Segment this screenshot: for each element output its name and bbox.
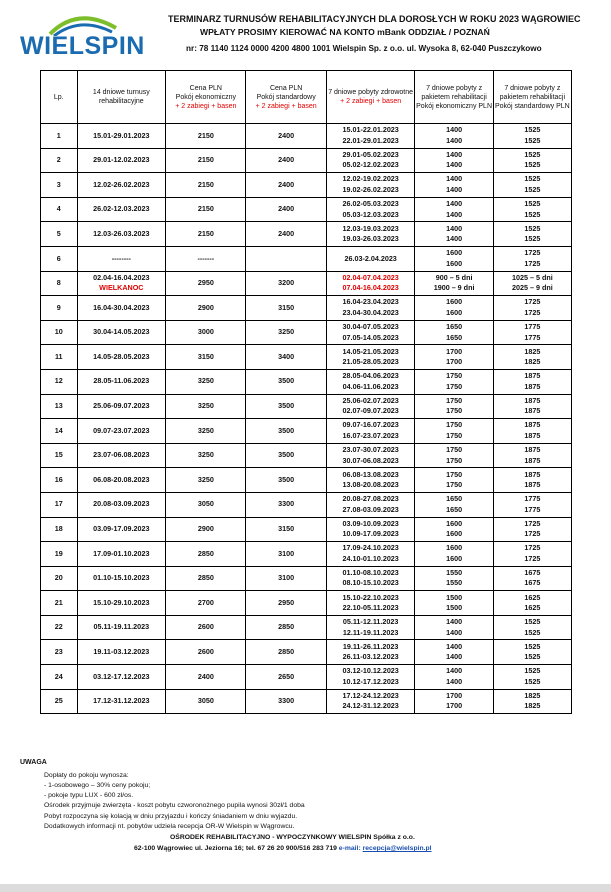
cell-pkg-std: 1525 1525 [493,197,571,222]
header-turnus: 14 dniowe turnusy rehabilitacyjne [77,71,166,124]
table-row [41,271,572,296]
cell-eco: 2150 [166,124,246,149]
cell-pkg-std: 1525 1525 [493,615,571,640]
cell-std: 3200 [246,271,326,296]
cell-pkg-std: 1025 – 5 dni 2025 – 9 dni [493,271,571,296]
cell-std: 2400 [246,173,326,198]
cell-turnus: 09.07-23.07.2023 [77,419,166,444]
cell-lp: 25 [41,689,78,714]
cell-lp: 22 [41,615,78,640]
cell-turnus: 01.10-15.10.2023 [77,566,166,591]
cell-eco: 3000 [166,320,246,345]
cell-std: 2650 [246,665,326,690]
header-short: 7 dniowe pobyty zdrowotne + 2 zabiegi + basen [326,71,415,124]
cell-std: 2400 [246,148,326,173]
cell-pkg-std: 1725 1725 [493,517,571,542]
cell-pkg-eco: 1750 1750 [415,394,493,419]
cell-std: 3500 [246,419,326,444]
cell-eco: 3250 [166,468,246,493]
cell-turnus: 23.07-06.08.2023 [77,443,166,468]
cell-lp: 19 [41,542,78,567]
cell-turnus: 06.08-20.08.2023 [77,468,166,493]
cell-lp: 18 [41,517,78,542]
table-row [41,419,572,444]
table-row [41,689,572,714]
cell-pkg-std: 1875 1875 [493,369,571,394]
email-link[interactable]: recepcja@wielspin.pl [362,845,432,852]
note-line: - 1-osobowego – 30% ceny pokoju; [44,782,151,789]
table-row [41,296,572,321]
cell-pkg-eco: 1600 1600 [415,246,493,271]
table-row [41,492,572,517]
table-row [41,468,572,493]
cell-lp: 3 [41,173,78,198]
cell-lp: 4 [41,197,78,222]
cell-pkg-std: 1725 1725 [493,542,571,567]
cell-pkg-std: 1825 1825 [493,345,571,370]
table-row [41,615,572,640]
notes-section [20,758,47,768]
cell-turnus: 30.04-14.05.2023 [77,320,166,345]
cell-std: 3400 [246,345,326,370]
cell-short: 03.09-10.09.2023 10.09-17.09.2023 [326,517,415,542]
table-row [41,591,572,616]
cell-lp: 23 [41,640,78,665]
cell-pkg-std: 1875 1875 [493,394,571,419]
cell-lp: 13 [41,394,78,419]
cell-short: 26.02-05.03.2023 05.03-12.03.2023 [326,197,415,222]
cell-pkg-eco: 1600 1600 [415,517,493,542]
cell-eco: 3250 [166,369,246,394]
cell-pkg-eco: 1400 1400 [415,124,493,149]
document-title: TERMINARZ TURNUSÓW REHABILITACYJNYCH DLA DOROSŁYCH W ROKU 2023 WĄGROWIEC [168,14,581,24]
cell-std: 3500 [246,443,326,468]
cell-eco: 2150 [166,197,246,222]
cell-eco: 3050 [166,492,246,517]
note-line: Pobyt rozpoczyna się kolacją w dniu przyjazdu i kończy śniadaniem w dniu wyjazdu. [44,813,298,820]
cell-eco: 2700 [166,591,246,616]
cell-turnus: 16.04-30.04.2023 [77,296,166,321]
cell-turnus: 02.04-16.04.2023 WIELKANOC [77,271,166,296]
header-eco: Cena PLN Pokój ekonomiczny + 2 zabiegi + basen [166,71,246,124]
cell-eco: 3250 [166,394,246,419]
cell-pkg-eco: 1400 1400 [415,197,493,222]
cell-short: 01.10-08.10.2023 08.10-15.10.2023 [326,566,415,591]
cell-turnus: 15.01-29.01.2023 [77,124,166,149]
cell-short: 12.03-19.03.2023 19.03-26.03.2023 [326,222,415,247]
cell-eco: 2600 [166,640,246,665]
table-row [41,148,572,173]
cell-turnus: 25.06-09.07.2023 [77,394,166,419]
cell-short: 25.06-02.07.2023 02.07-09.07.2023 [326,394,415,419]
cell-eco: 3250 [166,419,246,444]
cell-pkg-eco: 1750 1750 [415,419,493,444]
cell-lp: 17 [41,492,78,517]
cell-std: 2850 [246,640,326,665]
cell-pkg-std: 1625 1625 [493,591,571,616]
header-lp: Lp. [41,71,78,124]
cell-short: 03.12-10.12.2023 10.12-17.12.2023 [326,665,415,690]
cell-lp: 5 [41,222,78,247]
cell-lp: 16 [41,468,78,493]
cell-pkg-std: 1875 1875 [493,419,571,444]
cell-pkg-eco: 1400 1400 [415,222,493,247]
cell-turnus: 29.01-12.02.2023 [77,148,166,173]
cell-std: 3250 [246,320,326,345]
cell-std: 3500 [246,369,326,394]
table-header-row [41,71,572,124]
cell-pkg-std: 1875 1875 [493,468,571,493]
cell-short: 14.05-21.05.2023 21.05-28.05.2023 [326,345,415,370]
header-pkg-eco: 7 dniowe pobyty z pakietem rehabilitacji Pokój ekonomiczny PLN [415,71,493,124]
cell-turnus: 28.05-11.06.2023 [77,369,166,394]
note-line: Ośrodek przyjmuje zwierzęta - koszt pobytu czworonożnego pupila wynosi 30zł/1 doba [44,802,305,809]
cell-pkg-std: 1725 1725 [493,246,571,271]
cell-eco: 2600 [166,615,246,640]
cell-lp: 10 [41,320,78,345]
table-row [41,443,572,468]
cell-short: 02.04-07.04.2023 07.04-16.04.2023 [326,271,415,296]
cell-short: 28.05-04.06.2023 04.06-11.06.2023 [326,369,415,394]
cell-pkg-std: 1525 1525 [493,640,571,665]
cell-lp: 2 [41,148,78,173]
cell-short: 19.11-26.11.2023 26.11-03.12.2023 [326,640,415,665]
cell-short: 26.03-2.04.2023 [326,246,415,271]
table-row [41,369,572,394]
cell-short: 30.04-07.05.2023 07.05-14.05.2023 [326,320,415,345]
cell-lp: 12 [41,369,78,394]
cell-std: 3100 [246,542,326,567]
table-row [41,320,572,345]
cell-short: 09.07-16.07.2023 16.07-23.07.2023 [326,419,415,444]
cell-eco: ------- [166,246,246,271]
cell-turnus: 05.11-19.11.2023 [77,615,166,640]
cell-lp: 24 [41,665,78,690]
cell-std: 2400 [246,124,326,149]
cell-eco: 2900 [166,296,246,321]
cell-eco: 3150 [166,345,246,370]
cell-short: 29.01-05.02.2023 05.02-12.02.2023 [326,148,415,173]
cell-turnus: 03.12-17.12.2023 [77,665,166,690]
cell-std: 3150 [246,296,326,321]
cell-lp: 1 [41,124,78,149]
table-row [41,124,572,149]
cell-std: 2400 [246,222,326,247]
cell-lp: 11 [41,345,78,370]
cell-std: 3500 [246,394,326,419]
cell-pkg-eco: 1650 1650 [415,492,493,517]
table-row [41,517,572,542]
cell-short: 05.11-12.11.2023 12.11-19.11.2023 [326,615,415,640]
table-row [41,566,572,591]
cell-turnus: 19.11-03.12.2023 [77,640,166,665]
cell-pkg-eco: 1750 1750 [415,468,493,493]
cell-pkg-eco: 1700 1700 [415,689,493,714]
cell-short: 12.02-19.02.2023 19.02-26.02.2023 [326,173,415,198]
cell-pkg-std: 1875 1875 [493,443,571,468]
cell-pkg-eco: 1400 1400 [415,173,493,198]
cell-lp: 14 [41,419,78,444]
table-row [41,665,572,690]
cell-eco: 3250 [166,443,246,468]
cell-short: 06.08-13.08.2023 13.08-20.08.2023 [326,468,415,493]
cell-turnus: 15.10-29.10.2023 [77,591,166,616]
cell-std [246,246,326,271]
note-line: - pokoje typu LUX - 600 zł/os. [44,792,134,799]
cell-std: 3150 [246,517,326,542]
payment-instruction: WPŁATY PROSIMY KIEROWAĆ NA KONTO mBank ODDZIAŁ / POZNAŃ [200,27,490,37]
table-row [41,394,572,419]
cell-pkg-eco: 1700 1700 [415,345,493,370]
cell-lp: 20 [41,566,78,591]
cell-short: 15.01-22.01.2023 22.01-29.01.2023 [326,124,415,149]
cell-pkg-eco: 900 – 5 dni 1900 – 9 dni [415,271,493,296]
cell-short: 17.09-24.10.2023 24.10-01.10.2023 [326,542,415,567]
table-row [41,197,572,222]
cell-pkg-std: 1525 1525 [493,665,571,690]
cell-std: 2400 [246,197,326,222]
cell-std: 2950 [246,591,326,616]
note-line: Dopłaty do pokoju wynosza: [44,772,129,779]
cell-pkg-std: 1525 1525 [493,173,571,198]
cell-turnus: 20.08-03.09.2023 [77,492,166,517]
cell-pkg-std: 1525 1525 [493,124,571,149]
schedule-table [40,70,572,714]
cell-short: 16.04-23.04.2023 23.04-30.04.2023 [326,296,415,321]
cell-short: 20.08-27.08.2023 27.08-03.09.2023 [326,492,415,517]
cell-eco: 2900 [166,517,246,542]
table-row [41,542,572,567]
cell-std: 3300 [246,492,326,517]
logo-text: WIELSPIN [20,32,145,60]
cell-turnus: 03.09-17.09.2023 [77,517,166,542]
table-row [41,173,572,198]
cell-pkg-std: 1825 1825 [493,689,571,714]
cell-lp: 6 [41,246,78,271]
cell-eco: 2150 [166,173,246,198]
cell-turnus: 26.02-12.03.2023 [77,197,166,222]
cell-pkg-std: 1525 1525 [493,148,571,173]
company-name: OŚRODEK REHABILITACYJNO - WYPOCZYNKOWY WIELSPIN Spółka z o.o. [170,834,415,841]
cell-lp: 8 [41,271,78,296]
cell-eco: 3050 [166,689,246,714]
company-address: 62-100 Wągrowiec ul. Jeziorna 16; tel. 67 26 20 900/516 283 719 e-mail: recepcja@wielspin.pl [134,845,432,852]
cell-pkg-eco: 1400 1400 [415,665,493,690]
cell-eco: 2150 [166,148,246,173]
cell-pkg-eco: 1750 1750 [415,369,493,394]
cell-pkg-eco: 1650 1650 [415,320,493,345]
wielspin-logo [20,14,150,60]
cell-eco: 2850 [166,542,246,567]
cell-std: 3500 [246,468,326,493]
cell-pkg-eco: 1500 1500 [415,591,493,616]
cell-short: 15.10-22.10.2023 22.10-05.11.2023 [326,591,415,616]
cell-pkg-eco: 1550 1550 [415,566,493,591]
cell-turnus: 12.02-26.02.2023 [77,173,166,198]
cell-pkg-eco: 1400 1400 [415,148,493,173]
cell-pkg-std: 1725 1725 [493,296,571,321]
cell-short: 17.12-24.12.2023 24.12-31.12.2023 [326,689,415,714]
cell-pkg-eco: 1600 1600 [415,542,493,567]
cell-lp: 9 [41,296,78,321]
cell-pkg-std: 1775 1775 [493,320,571,345]
cell-turnus: 12.03-26.03.2023 [77,222,166,247]
note-line: Dodatkowych informacji nt. pobytów udziela recepcja OR-W Wielspin w Wągrowcu. [44,823,295,830]
cell-eco: 2150 [166,222,246,247]
cell-lp: 15 [41,443,78,468]
table-row [41,222,572,247]
cell-pkg-eco: 1400 1400 [415,615,493,640]
table-row [41,345,572,370]
table-row [41,640,572,665]
notes-heading: UWAGA [20,759,47,766]
cell-eco: 2400 [166,665,246,690]
header-std: Cena PLN Pokój standardowy + 2 zabiegi + basen [246,71,326,124]
cell-turnus: 17.12-31.12.2023 [77,689,166,714]
cell-turnus: 14.05-28.05.2023 [77,345,166,370]
page-bottom-edge [0,884,611,892]
cell-std: 3300 [246,689,326,714]
cell-pkg-std: 1675 1675 [493,566,571,591]
table-row [41,246,572,271]
cell-pkg-eco: 1750 1750 [415,443,493,468]
cell-std: 3100 [246,566,326,591]
cell-turnus: 17.09-01.10.2023 [77,542,166,567]
cell-turnus: -------- [77,246,166,271]
header-pkg-std: 7 dniowe pobyty z pakietem rehabilitacji Pokój standardowy PLN [493,71,571,124]
cell-pkg-std: 1525 1525 [493,222,571,247]
cell-pkg-std: 1775 1775 [493,492,571,517]
bank-account: nr: 78 1140 1124 0000 4200 4800 1001 Wielspin Sp. z o.o. ul. Wysoka 8, 62-040 Puszczykowo [186,44,542,53]
cell-eco: 2950 [166,271,246,296]
cell-std: 2850 [246,615,326,640]
cell-eco: 2850 [166,566,246,591]
cell-pkg-eco: 1400 1400 [415,640,493,665]
cell-short: 23.07-30.07.2023 30.07-06.08.2023 [326,443,415,468]
cell-lp: 21 [41,591,78,616]
cell-pkg-eco: 1600 1600 [415,296,493,321]
